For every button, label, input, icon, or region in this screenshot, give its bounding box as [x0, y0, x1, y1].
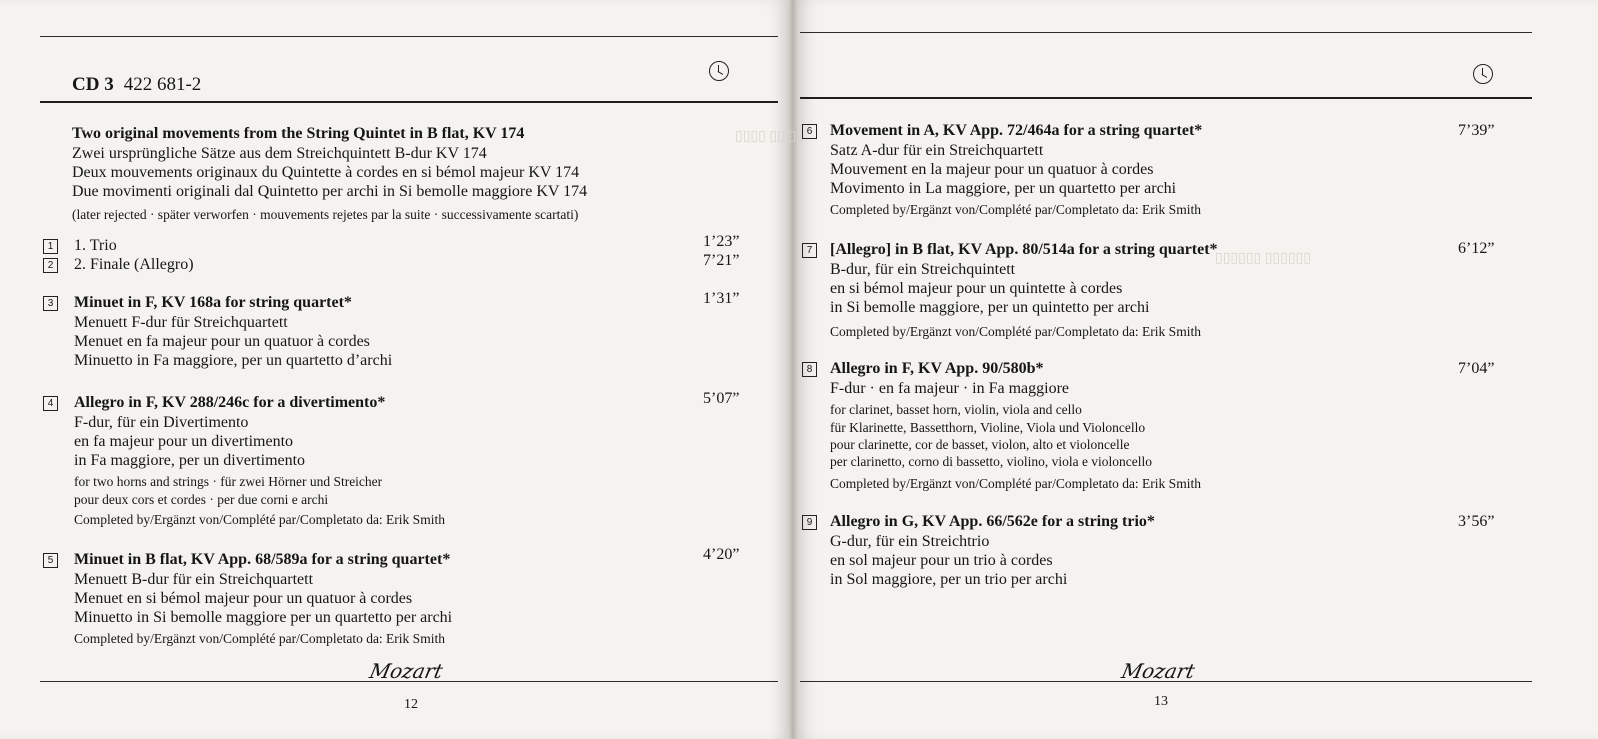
- intro-line: Due movimenti originali dal Quintetto per archi in Si bemolle maggiore KV 174: [72, 183, 588, 200]
- track-duration: 1’23”: [703, 233, 740, 250]
- completed-credit: Completed by/Ergänzt von/Complété par/Completato da: Erik Smith: [830, 476, 1201, 491]
- track-duration: 7’04”: [1458, 360, 1495, 377]
- top-rule: [40, 36, 778, 37]
- track-title: Allegro in F, KV 288/246c for a divertimento*: [74, 394, 386, 411]
- cd-label: CD 3: [72, 74, 114, 95]
- track-line: Menuet en fa majeur pour un quatuor à cordes: [74, 333, 370, 350]
- track-number-box: 4: [43, 396, 58, 411]
- track-line: F-dur, für ein Divertimento: [74, 414, 249, 431]
- track-title: Movement in A, KV App. 72/464a for a string quartet*: [830, 122, 1203, 139]
- track-title: [Allegro] in B flat, KV App. 80/514a for a string quartet*: [830, 241, 1218, 258]
- track-instruments: pour clarinette, cor de basset, violon, alto et violoncelle: [830, 437, 1130, 452]
- track-line: in Sol maggiore, per un trio per archi: [830, 571, 1068, 588]
- track-number-box: 9: [802, 515, 817, 530]
- track-number-box: 1: [43, 239, 58, 254]
- track-line: Minuetto in Fa maggiore, per un quartetto d’archi: [74, 352, 393, 369]
- track-duration: 5’07”: [703, 390, 740, 407]
- track-line: Minuetto in Si bemolle maggiore per un quartetto per archi: [74, 609, 453, 626]
- track-line: F-dur · en fa majeur · in Fa maggiore: [830, 380, 1070, 397]
- track-line: Menuett B-dur für ein Streichquartett: [74, 571, 314, 588]
- track-line: in Si bemolle maggiore, per un quintetto per archi: [830, 299, 1150, 316]
- track-title: Minuet in F, KV 168a for string quartet*: [74, 294, 352, 311]
- track-title: Allegro in G, KV App. 66/562e for a string trio*: [830, 513, 1155, 530]
- top-rule: [800, 32, 1532, 33]
- track-instruments: per clarinetto, corno di bassetto, violino, viola e violoncello: [830, 454, 1153, 469]
- intro-line: Zwei ursprüngliche Sätze aus dem Streichquintett B-dur KV 174: [72, 145, 487, 162]
- track-duration: 1’31”: [703, 290, 740, 307]
- track-instruments: for two horns and strings · für zwei Hörner und Streicher: [74, 474, 383, 489]
- track-line: B-dur, für ein Streichquintett: [830, 261, 1016, 278]
- track-title: Allegro in F, KV App. 90/580b*: [830, 360, 1044, 377]
- track-instruments: pour deux cors et cordes · per due corni e archi: [74, 492, 329, 507]
- page-number: 13: [1154, 694, 1168, 709]
- track-duration: 3’56”: [1458, 513, 1495, 530]
- track-line: Satz A-dur für ein Streichquartett: [830, 142, 1044, 159]
- catalog-number: 422 681-2: [123, 74, 202, 95]
- track-title: 2. Finale (Allegro): [74, 256, 194, 273]
- track-line: in Fa maggiore, per un divertimento: [74, 452, 306, 469]
- clock-icon: [709, 61, 729, 81]
- completed-credit: Completed by/Ergänzt von/Complété par/Completato da: Erik Smith: [830, 202, 1201, 217]
- track-title: Minuet in B flat, KV App. 68/589a for a string quartet*: [74, 551, 451, 568]
- page-number: 12: [404, 697, 418, 712]
- track-duration: 7’21”: [703, 252, 740, 269]
- completed-credit: Completed by/Ergänzt von/Complété par/Completato da: Erik Smith: [74, 631, 445, 646]
- mozart-signature: Mozart: [367, 659, 446, 683]
- track-duration: 4’20”: [703, 546, 740, 563]
- track-line: G-dur, für ein Streichtrio: [830, 533, 990, 550]
- track-line: en si bémol majeur pour un quintette à cordes: [830, 280, 1123, 297]
- track-line: en fa majeur pour un divertimento: [74, 433, 294, 450]
- track-line: Mouvement en la majeur pour un quatuor à cordes: [830, 161, 1154, 178]
- track-line: en sol majeur pour un trio à cordes: [830, 552, 1053, 569]
- header-rule: [800, 97, 1532, 99]
- mozart-signature: Mozart: [1119, 659, 1198, 683]
- track-number-box: 3: [43, 296, 58, 311]
- clock-icon: [1473, 64, 1493, 84]
- completed-credit: Completed by/Ergänzt von/Complété par/Completato da: Erik Smith: [830, 324, 1201, 339]
- track-line: Menuet en si bémol majeur pour un quatuor à cordes: [74, 590, 413, 607]
- track-number-box: 2: [43, 258, 58, 273]
- book-gutter: [788, 0, 798, 739]
- intro-note: (later rejected · später verworfen · mouvements rejetes par la suite · successivamente scartati): [72, 207, 579, 222]
- track-number-box: 5: [43, 553, 58, 568]
- track-number-box: 6: [802, 124, 817, 139]
- header-rule: [40, 101, 778, 103]
- track-instruments: for clarinet, basset horn, violin, viola and cello: [830, 402, 1082, 417]
- intro-line: Deux mouvements originaux du Quintette à cordes en si bémol majeur KV 174: [72, 164, 580, 181]
- track-number-box: 8: [802, 362, 817, 377]
- track-line: Movimento in La maggiore, per un quartetto per archi: [830, 180, 1177, 197]
- bleed-through: ▯▯▯▯▯▯ ▯▯▯▯▯▯: [1215, 251, 1311, 266]
- cd-header: [72, 74, 201, 96]
- footer-rule: [40, 681, 778, 682]
- track-title: 1. Trio: [74, 237, 117, 254]
- track-number-box: 7: [802, 243, 817, 258]
- track-duration: 7’39”: [1458, 122, 1495, 139]
- track-duration: 6’12”: [1458, 240, 1495, 257]
- track-instruments: für Klarinette, Bassetthorn, Violine, Viola und Violoncello: [830, 420, 1146, 435]
- footer-rule: [800, 681, 1532, 682]
- track-line: Menuett F-dur für Streichquartett: [74, 314, 288, 331]
- intro-title: Two original movements from the String Quintet in B flat, KV 174: [72, 125, 525, 142]
- completed-credit: Completed by/Ergänzt von/Complété par/Completato da: Erik Smith: [74, 512, 445, 527]
- bleed-through: ▯▯▯▯ ▯▯ ▯▯: [735, 129, 804, 144]
